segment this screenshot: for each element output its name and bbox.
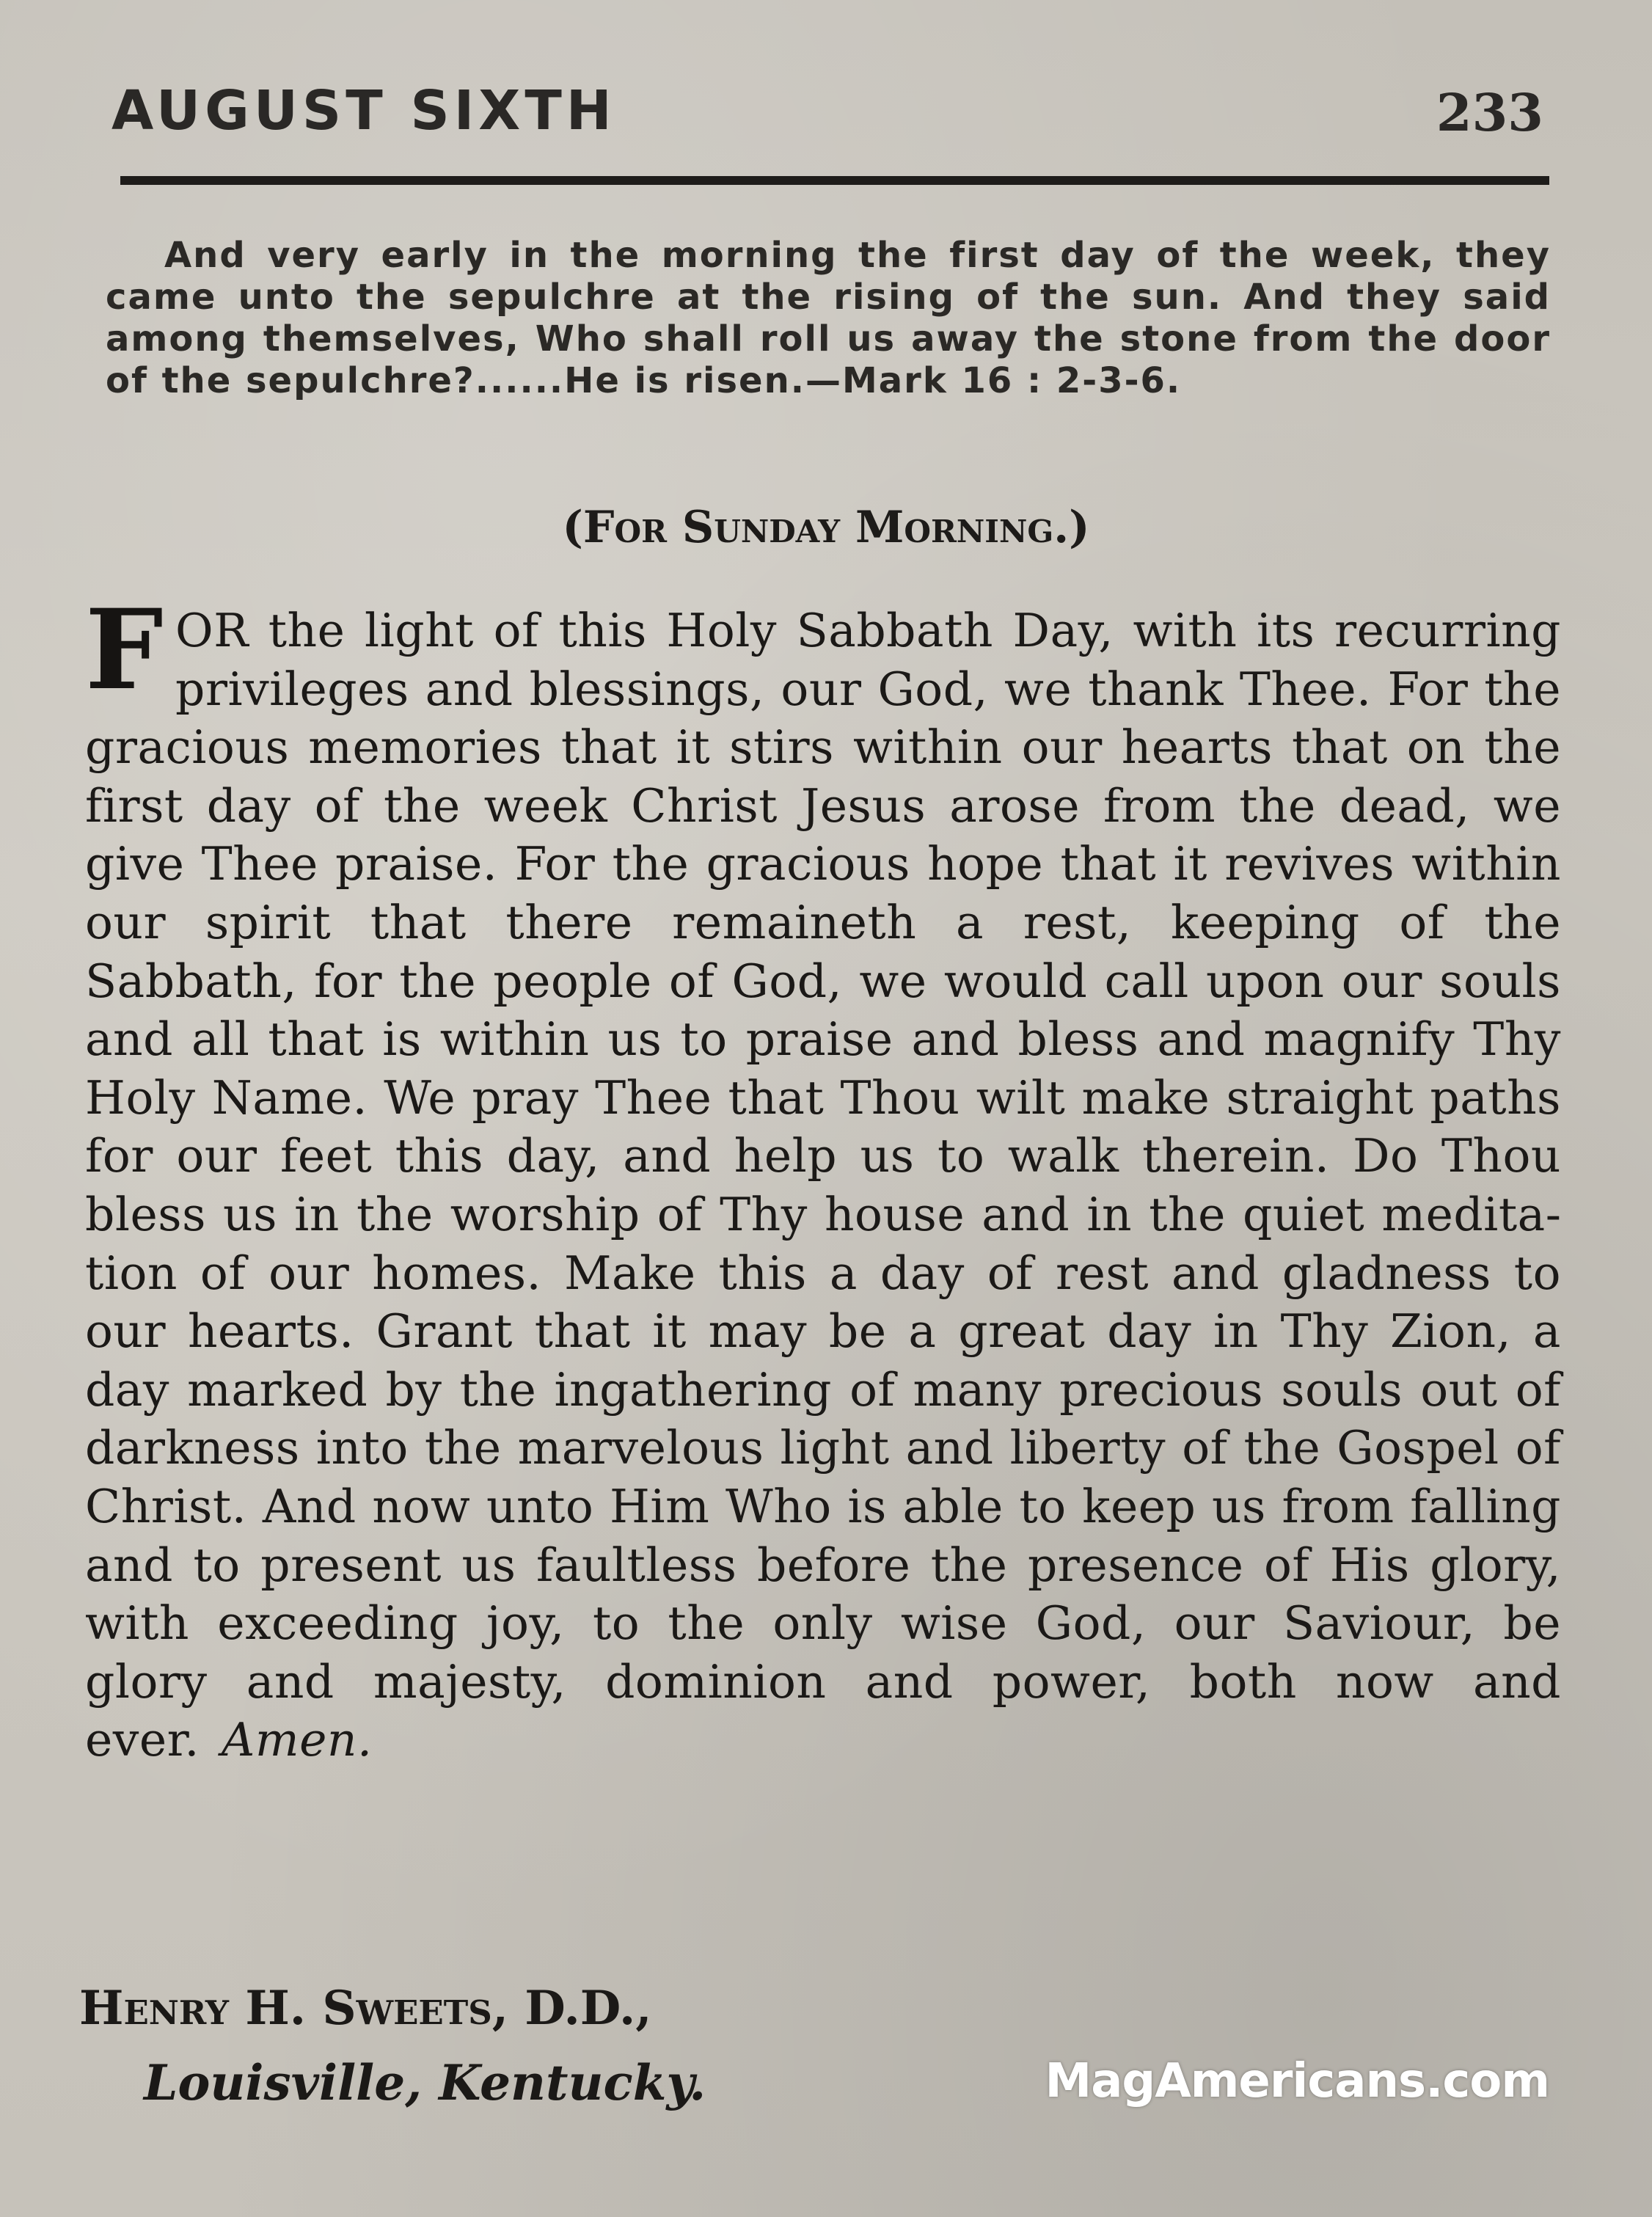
- header-rule: [120, 176, 1549, 185]
- section-subheading: (For Sunday Morning.): [562, 502, 1090, 553]
- page-header-title: AUGUST SIXTH: [112, 79, 616, 142]
- prayer-closing: Amen.: [221, 1713, 373, 1767]
- author-name: Henry H. Sweets, D.D.,: [79, 1981, 652, 2036]
- author-place: Louisville, Kentucky.: [144, 2054, 706, 2111]
- prayer-body: OR the light of this Holy Sabbath Day, with its recurring privileges and blessings, our God, we thank Thee. For the gracious memories that it stirs within our hearts that on the first day of the week Christ Jesus arose from the dead, we give Thee praise. For the gracious hope that it revives within our spirit that there remaineth a rest, keeping of the Sabbath, for the people of God, we would call upon our souls and all that is within us to praise and bless and magnify Thy Holy Name. We pray Thee that Thou wilt make straight paths for our feet this day, and help us to walk therein. Do Thou bless us in the worship of Thy house and in the quiet meditation of our homes. Make this a day of rest and gladness to our hearts. Grant that it may be a great day in Thy Zion, a day marked by the ingathering of many precious souls out of darkness into the marvelous light and liberty of the Gospel of Christ. And now unto Him Who is able to keep us from falling and to present us faultless before the presence of His glory, with exceeding joy, to the only wise God, our Saviour, be glory and majesty, dominion and power, both now and ever.: [85, 604, 1561, 1767]
- site-watermark: MagAmericans.com: [1045, 2054, 1549, 2108]
- page-number: 233: [1436, 82, 1543, 143]
- scripture-epigraph: And very early in the morning the first day of the week, they came unto the sepulchre at the rising of the sun. And they said among themselves, Who shall roll us away the stone from the door of the sepulchre?......He is risen.—Mark 16 : 2-3-6.: [106, 235, 1551, 401]
- drop-cap: F: [85, 585, 164, 715]
- prayer-text: [85, 585, 1561, 1769]
